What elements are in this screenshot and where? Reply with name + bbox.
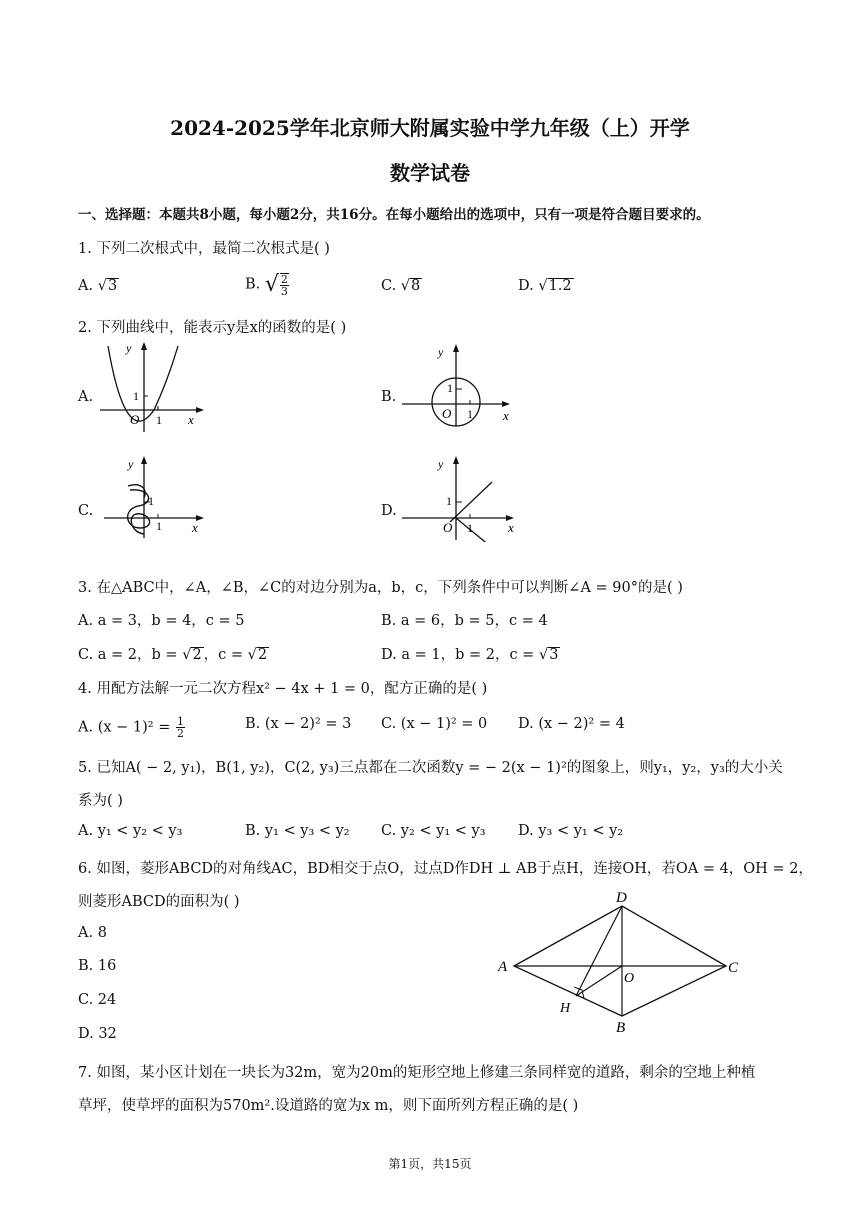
svg-text:x: x xyxy=(508,520,514,535)
svg-text:C: C xyxy=(728,960,739,976)
q1-option-d: D. √1.2 xyxy=(518,278,572,294)
question-5-stem-line2: 系为( ) xyxy=(78,793,123,809)
q6-option-d: D. 32 xyxy=(78,1026,117,1042)
svg-text:x: x xyxy=(503,408,509,423)
svg-text:A: A xyxy=(498,959,508,975)
q2-graph-b-circle xyxy=(400,342,525,427)
q6-option-b: B. 16 xyxy=(78,958,117,974)
q6-rhombus-figure xyxy=(490,890,750,1040)
svg-text:O: O xyxy=(624,971,635,986)
q1-option-a: A. √3 xyxy=(78,278,118,294)
exam-title-line2: 数学试卷 xyxy=(390,161,470,185)
q5-option-d: D. y₃ < y₁ < y₂ xyxy=(518,823,624,839)
question-1-stem: 1. 下列二次根式中，最简二次根式是( ) xyxy=(78,241,330,257)
section-heading: 一、选择题：本题共8小题，每小题2分，共16分。在每小题给出的选项中，只有一项是符合题目要求的。 xyxy=(78,207,710,223)
q3-option-c: C. a = 2，b = √2 ，c = √2 xyxy=(78,647,268,663)
q5-option-a: A. y₁ < y₂ < y₃ xyxy=(78,823,183,839)
question-4-stem: 4. 用配方法解一元二次方程x² − 4x + 1 = 0，配方正确的是( ) xyxy=(78,681,488,697)
svg-text:O: O xyxy=(130,412,140,427)
svg-text:y: y xyxy=(438,345,444,359)
q3-option-d: D. a = 1，b = 2，c = √3 xyxy=(381,647,559,663)
q6-option-c: C. 24 xyxy=(78,992,117,1008)
svg-text:1: 1 xyxy=(156,413,162,427)
svg-text:y: y xyxy=(128,457,134,471)
question-5-stem-line1: 5. 已知A( − 2, y₁)，B(1, y₂)，C(2, y₃)三点都在二次函数y = − 2(x − 1)²的图象上，则y₁，y₂，y₃的大小关 xyxy=(78,760,783,776)
q3-option-b: B. a = 6，b = 5，c = 4 xyxy=(381,613,548,629)
q4-option-c: C. (x − 1)² = 0 xyxy=(381,716,488,732)
svg-text:1: 1 xyxy=(467,521,473,535)
q4-option-b: B. (x − 2)² = 3 xyxy=(245,716,352,732)
svg-text:y: y xyxy=(438,457,444,471)
q2-option-d-label: D. xyxy=(381,503,397,519)
q2-option-b-label: B. xyxy=(381,389,397,405)
question-2-stem: 2. 下列曲线中，能表示y是x的函数的是( ) xyxy=(78,320,347,336)
svg-text:B: B xyxy=(616,1020,626,1036)
q1-option-c: C. √8 xyxy=(381,278,421,294)
svg-text:O: O xyxy=(442,406,452,421)
question-6-stem-line1: 6. 如图，菱形ABCD的对角线AC，BD相交于点O，过点D作DH ⊥ AB于点H，连接OH，若OA = 4，OH = 2， xyxy=(78,861,813,877)
q3-option-a: A. a = 3，b = 4，c = 5 xyxy=(78,613,245,629)
question-7-stem-line1: 7. 如图，某小区计划在一块长为32m，宽为20m的矩形空地上修建三条同样宽的道路，剩余的空地上种植 xyxy=(78,1065,756,1081)
svg-text:1: 1 xyxy=(148,494,154,508)
q2-graph-c-curve xyxy=(100,452,215,540)
svg-text:x: x xyxy=(188,412,194,427)
q4-option-a: A. (x − 1)² = $\frac{1}{2}$ xyxy=(78,715,184,740)
q6-option-a: A. 8 xyxy=(78,925,107,941)
page-footer: 第1页，共15页 xyxy=(388,1157,472,1171)
svg-text:x: x xyxy=(192,520,198,535)
svg-text:y: y xyxy=(126,341,132,355)
svg-text:1: 1 xyxy=(133,389,139,403)
svg-text:1: 1 xyxy=(156,519,162,533)
svg-text:1: 1 xyxy=(467,407,473,421)
svg-text:1: 1 xyxy=(447,381,453,395)
svg-text:D: D xyxy=(616,890,627,906)
q5-option-b: B. y₁ < y₃ < y₂ xyxy=(245,823,350,839)
question-3-stem: 3. 在△ABC中，∠A，∠B，∠C的对边分别为a，b，c，下列条件中可以判断∠A = 90°的是( ) xyxy=(78,580,683,596)
q2-graph-a-parabola xyxy=(96,340,216,435)
q2-option-c-label: C. xyxy=(78,503,94,519)
q1-option-b: B. √ $\frac{2}{3}$ xyxy=(245,272,288,298)
q2-graph-d-lines xyxy=(400,452,525,542)
question-6-stem-line2: 则菱形ABCD的面积为( ) xyxy=(78,894,240,910)
svg-text:H: H xyxy=(560,1001,571,1016)
svg-text:1: 1 xyxy=(446,494,452,508)
q4-option-d: D. (x − 2)² = 4 xyxy=(518,716,625,732)
q2-option-a-label: A. xyxy=(78,389,94,405)
exam-title-line1: 2024-2025学年北京师大附属实验中学九年级（上）开学 xyxy=(170,116,690,140)
question-7-stem-line2: 草坪，使草坪的面积为570m².设道路的宽为x m，则下面所列方程正确的是( ) xyxy=(78,1098,579,1114)
q5-option-c: C. y₂ < y₁ < y₃ xyxy=(381,823,486,839)
svg-text:O: O xyxy=(443,520,453,535)
